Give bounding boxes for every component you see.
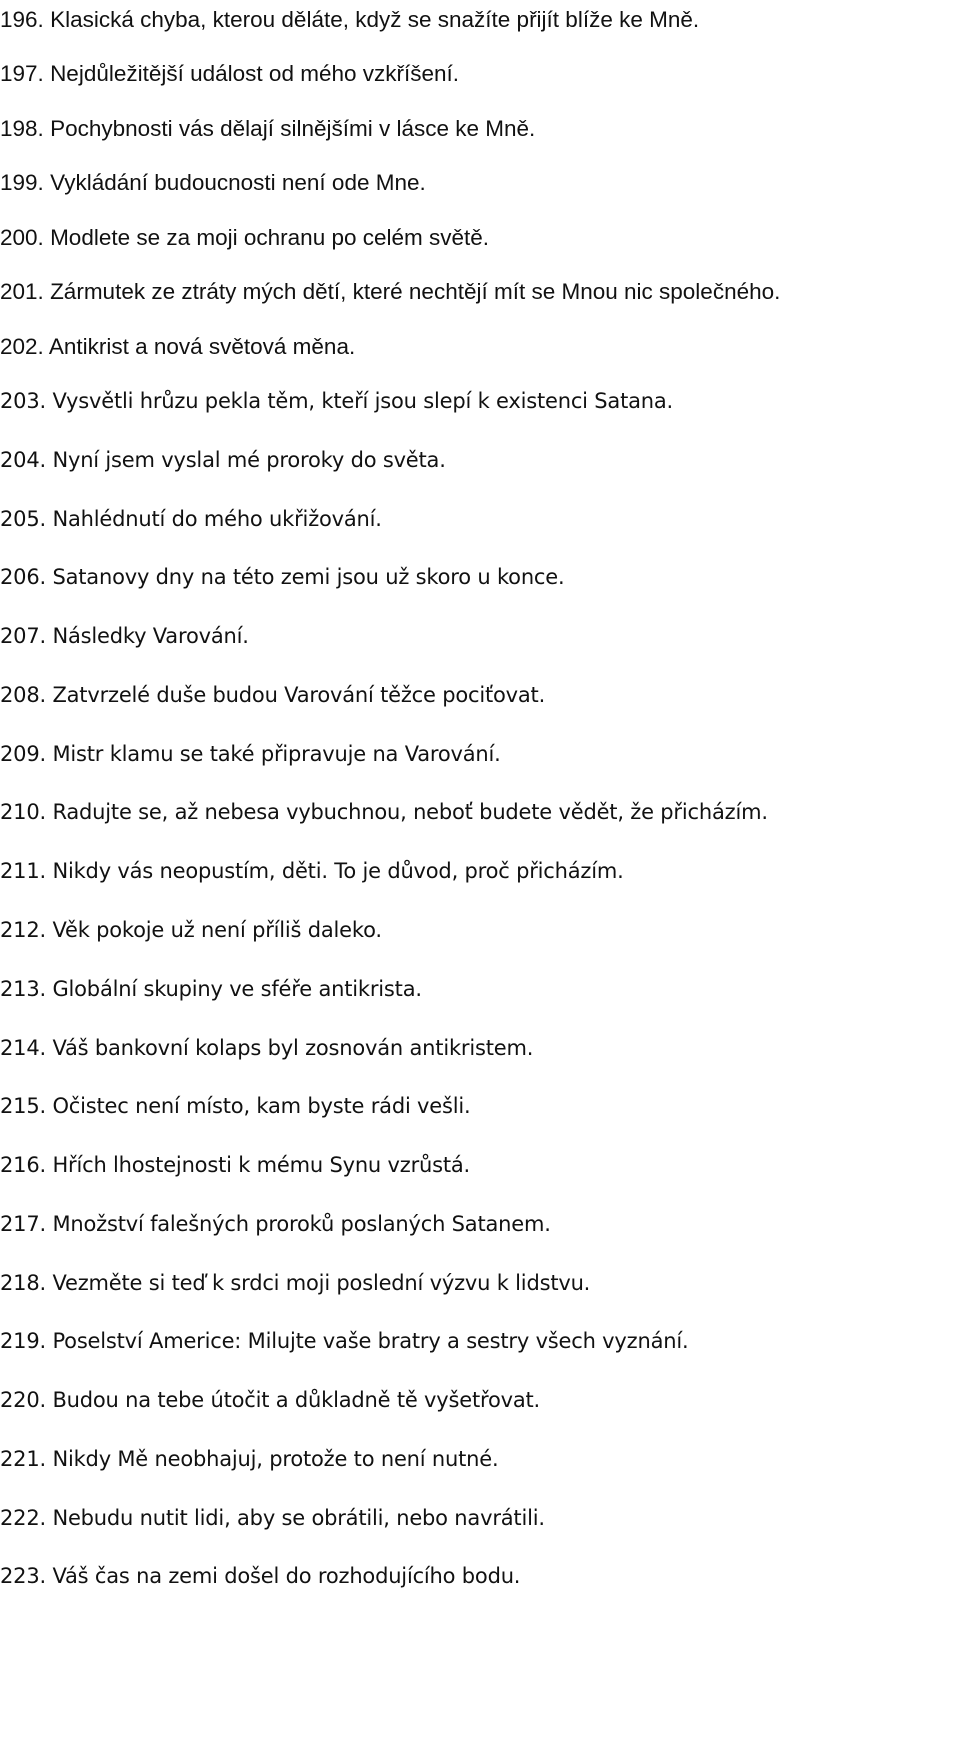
item-text: Poselství Americe: Milujte vaše bratry a sestry všech vyznání. [52,1329,689,1353]
item-text: Nikdy vás neopustím, děti. To je důvod, proč přicházím. [52,859,624,883]
item-text: Nahlédnutí do mého ukřižování. [52,507,382,531]
item-text: Budou na tebe útočit a důkladně tě vyšetřovat. [52,1388,541,1412]
list-item [0,54,960,94]
item-number: 208. [0,683,46,707]
item-text: Následky Varování. [52,624,249,648]
item-text: Váš čas na zemi došel do rozhodujícího bodu. [52,1564,521,1588]
item-text: Vezměte si teď k srdci moji poslední výzvu k lidstvu. [52,1271,591,1295]
item-number: 221. [0,1447,46,1471]
item-number: 198. [0,116,44,141]
item-number: 223. [0,1564,46,1588]
item-number: 222. [0,1506,46,1530]
list-item [0,1204,960,1244]
list-item [0,440,960,480]
list-item [0,1321,960,1361]
item-text: Množství falešných proroků poslaných Satanem. [52,1212,551,1236]
item-text: Věk pokoje už není příliš daleko. [52,918,382,942]
item-text: Radujte se, až nebesa vybuchnou, neboť budete vědět, že přicházím. [52,800,768,824]
item-text: Nikdy Mě neobhajuj, protože to není nutné. [52,1447,499,1471]
item-text: Váš bankovní kolaps byl zosnován antikristem. [52,1036,534,1060]
list-item [0,0,960,40]
item-number: 213. [0,977,46,1001]
list-item [0,218,960,258]
list-item [0,163,960,203]
item-number: 210. [0,800,46,824]
list-item [0,1556,960,1596]
list-item [0,1028,960,1068]
item-number: 217. [0,1212,46,1236]
list-item [0,1380,960,1420]
item-text: Globální skupiny ve sféře antikrista. [52,977,422,1001]
list-item [0,969,960,1009]
list-item [0,1439,960,1479]
list-item [0,381,960,421]
item-number: 203. [0,389,46,413]
item-number: 206. [0,565,46,589]
item-number: 204. [0,448,46,472]
item-text: Nejdůležitější událost od mého vzkříšení. [50,61,460,86]
list-item [0,557,960,597]
item-text: Hřích lhostejnosti k mému Synu vzrůstá. [52,1153,471,1177]
item-text: Zatvrzelé duše budou Varování těžce pociťovat. [52,683,546,707]
item-text: Očistec není místo, kam byste rádi vešli. [52,1094,471,1118]
item-number: 201. [0,279,44,304]
list-item [0,734,960,774]
item-text: Nyní jsem vyslal mé proroky do světa. [52,448,446,472]
item-number: 211. [0,859,46,883]
item-text: Satanovy dny na této zemi jsou už skoro u konce. [52,565,565,589]
list-item [0,851,960,891]
list-item [0,616,960,656]
item-text: Pochybnosti vás dělají silnějšími v lásce ke Mně. [50,116,536,141]
item-text: Modlete se za moji ochranu po celém světě. [50,225,490,250]
item-number: 214. [0,1036,46,1060]
item-number: 205. [0,507,46,531]
item-number: 220. [0,1388,46,1412]
list-item [0,499,960,539]
item-number: 196. [0,7,44,32]
list-item [0,792,960,832]
item-number: 207. [0,624,46,648]
item-text: Antikrist a nová světová měna. [48,334,356,359]
list-item [0,272,960,312]
item-text: Mistr klamu se také připravuje na Varování. [52,742,501,766]
item-number: 212. [0,918,46,942]
list-item [0,1086,960,1126]
item-text: Nebudu nutit lidi, aby se obrátili, nebo navrátili. [52,1506,545,1530]
item-text: Klasická chyba, kterou děláte, když se snažíte přijít blíže ke Mně. [50,7,700,32]
list-item [0,1145,960,1185]
list-item [0,1498,960,1538]
list-item [0,910,960,950]
list-item [0,109,960,149]
item-number: 215. [0,1094,46,1118]
item-number: 202. [0,334,44,359]
item-number: 218. [0,1271,46,1295]
item-text: Zármutek ze ztráty mých dětí, které nechtějí mít se Mnou nic společného. [50,279,781,304]
item-number: 209. [0,742,46,766]
list-item [0,675,960,715]
item-text: Vykládání budoucnosti není ode Mne. [50,170,426,195]
item-number: 219. [0,1329,46,1353]
list-item [0,1263,960,1303]
item-number: 200. [0,225,44,250]
item-number: 216. [0,1153,46,1177]
item-text: Vysvětli hrůzu pekla těm, kteří jsou slepí k existenci Satana. [52,389,674,413]
item-number: 199. [0,170,44,195]
list-item [0,327,960,367]
item-number: 197. [0,61,44,86]
